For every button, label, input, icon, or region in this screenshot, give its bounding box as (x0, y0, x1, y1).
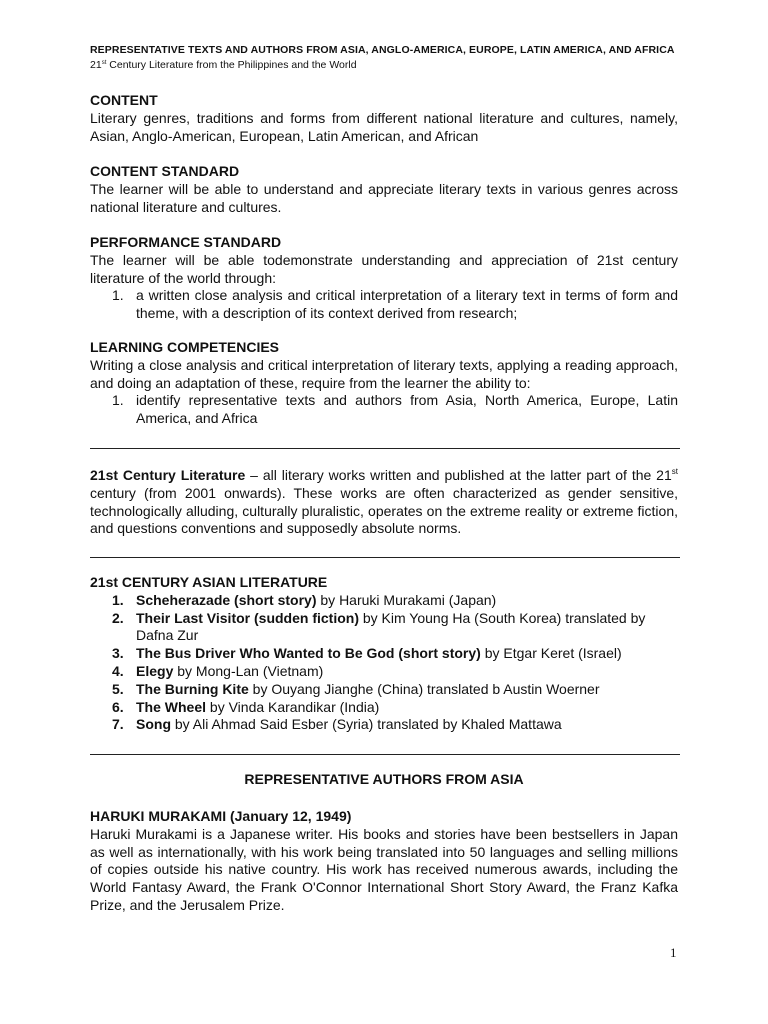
content-standard-section (90, 163, 678, 216)
header-subtitle-number: 21 (90, 59, 102, 71)
work-title: Their Last Visitor (sudden fiction) (136, 609, 359, 626)
murakami-text: Haruki Murakami is a Japanese writer. His books and stories have been bestsellers in Japan as well as internationally, with his work being translated into 50 languages and selling millions of copies outside his native country. His work has received numerous awards, including the World Fantasy Award, the Frank O'Connor International Short Story Award, the Franz Kafka Prize, and the Jerusalem Prize. (90, 825, 678, 913)
list-item (90, 681, 678, 699)
definition-text-start: – all literary works written and published at the latter part of the 21 (245, 467, 672, 483)
header-title: REPRESENTATIVE TEXTS AND AUTHORS FROM ASIA, ANGLO-AMERICA, EUROPE, LATIN AMERICA, AND AFRICA (90, 44, 675, 56)
header-subtitle (90, 57, 680, 72)
running-header (90, 44, 680, 72)
list-item (90, 699, 678, 717)
work-title: The Burning Kite (136, 680, 249, 697)
divider (90, 557, 680, 558)
learning-competencies-section (90, 339, 678, 428)
definition-superscript: st (671, 467, 678, 476)
page-number: 1 (670, 945, 677, 960)
content-text: Literary genres, traditions and forms from different national literature and cultures, namely, Asian, Anglo-American, European, Latin American, and African (90, 109, 678, 144)
performance-standard-heading: PERFORMANCE STANDARD (90, 234, 282, 250)
learning-competencies-list (90, 392, 678, 428)
work-details: by Ouyang Jianghe (China) translated b Austin Woerner (248, 680, 600, 697)
header-subtitle-text: Century Literature from the Philippines and the World (106, 59, 357, 71)
list-item-text: a written close analysis and critical interpretation of a literary text in terms of form and theme, with a description of its context derived from research; (136, 287, 678, 322)
definition-paragraph (90, 467, 678, 538)
list-item-number: 1. (112, 591, 124, 608)
list-item (90, 645, 678, 663)
content-standard-text: The learner will be able to understand and appreciate literary texts in various genres across national literature and cultures. (90, 180, 678, 215)
definition-text-end: century (from 2001 onwards). These works are often characterized as gender sensitive, technologically alluding, culturally pluralistic, operates on the extreme reality or extreme fiction, and questions conventions and supposedly absolute norms. (90, 484, 678, 537)
work-details: by Etgar Keret (Israel) (480, 645, 622, 662)
list-item (90, 287, 678, 323)
divider (90, 448, 680, 449)
authors-heading: REPRESENTATIVE AUTHORS FROM ASIA (244, 771, 524, 787)
list-item (90, 392, 678, 428)
learning-competencies-heading: LEARNING COMPETENCIES (90, 339, 280, 355)
content-section (90, 92, 678, 145)
performance-standard-section (90, 234, 678, 323)
work-details: by Kim Young Ha (South Korea) translated by Dafna Zur (136, 609, 646, 644)
divider (90, 754, 680, 755)
list-item-number: 2. (112, 609, 124, 626)
work-title: Elegy (136, 662, 174, 679)
list-item-number: 6. (112, 698, 124, 715)
work-title: Scheherazade (short story) (136, 591, 317, 608)
learning-competencies-text: Writing a close analysis and critical interpretation of literary texts, applying a reading approach, and doing an adaptation of these, require from the learner the ability to: (90, 356, 678, 391)
asian-literature-list (90, 592, 678, 734)
list-item (90, 716, 678, 734)
work-details: by Haruki Murakami (Japan) (316, 591, 497, 608)
header-subtitle-superscript: st (101, 60, 107, 66)
performance-standard-list (90, 287, 678, 323)
list-item-number: 4. (112, 662, 124, 679)
definition-term: 21st Century Literature (90, 467, 246, 483)
work-title: The Bus Driver Who Wanted to Be God (short story) (136, 645, 481, 662)
content-heading: CONTENT (90, 92, 158, 108)
work-title: The Wheel (136, 698, 207, 715)
list-item-number: 1. (112, 392, 124, 409)
murakami-section (90, 808, 678, 915)
list-item-number: 3. (112, 645, 124, 662)
work-title: Song (136, 716, 171, 733)
work-details: by Ali Ahmad Said Esber (Syria) translated by Khaled Mattawa (171, 716, 562, 733)
performance-standard-text: The learner will be able todemonstrate understanding and appreciation of 21st century literature of the world through: (90, 251, 678, 286)
work-details: by Mong-Lan (Vietnam) (173, 662, 324, 679)
murakami-heading: HARUKI MURAKAMI (January 12, 1949) (90, 808, 352, 824)
list-item-text: identify representative texts and authors from Asia, North America, Europe, Latin America, and Africa (136, 392, 678, 427)
asian-literature-section (90, 574, 678, 734)
list-item (90, 592, 678, 610)
list-item (90, 610, 678, 646)
list-item (90, 663, 678, 681)
list-item-number: 7. (112, 716, 124, 733)
list-item-number: 1. (112, 287, 124, 304)
asian-literature-heading: 21st CENTURY ASIAN LITERATURE (90, 574, 328, 590)
content-standard-heading: CONTENT STANDARD (90, 163, 240, 179)
list-item-number: 5. (112, 680, 124, 697)
work-details: by Vinda Karandikar (India) (206, 698, 380, 715)
